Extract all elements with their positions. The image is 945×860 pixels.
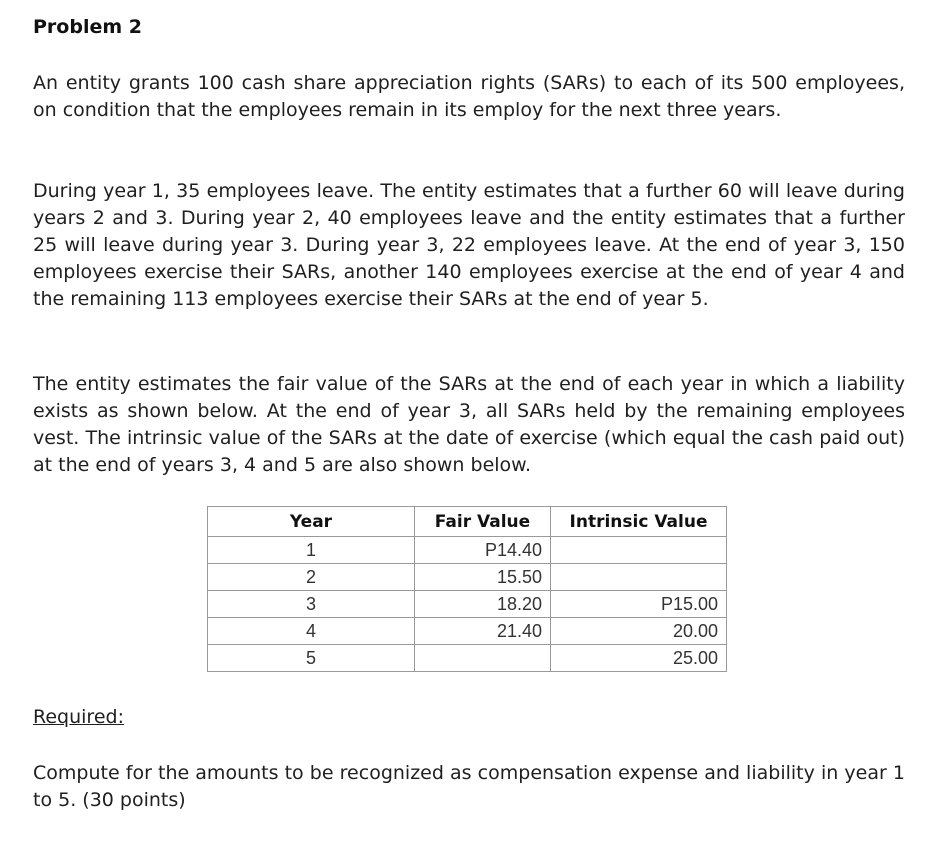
table-row [208,645,727,672]
table-row [208,591,727,618]
sar-values-table [207,506,727,672]
intro-paragraph: An entity grants 100 cash share appreciation rights (SARs) to each of its 500 employees, on condition that the employees remain in its employ for the next three years. [33,72,905,121]
intrinsic-value-cell: 20.00 [551,618,727,645]
year-cell: 4 [208,618,415,645]
intrinsic-value-cell: P15.00 [551,591,727,618]
fair-value-cell [415,645,551,672]
fair-value-cell: 18.20 [415,591,551,618]
required-heading: Required: [33,706,124,728]
year-cell: 1 [208,537,415,564]
fair-value-cell: 21.40 [415,618,551,645]
table-row [208,564,727,591]
year-column-header: Year [208,507,415,537]
intrinsic-value-column-header: Intrinsic Value [551,507,727,537]
required-instructions: Compute for the amounts to be recognized as compensation expense and liability in year 1 to 5. (30 points) [33,762,905,811]
year-cell: 5 [208,645,415,672]
fair-value-cell: 15.50 [415,564,551,591]
year-cell: 2 [208,564,415,591]
fair-value-column-header: Fair Value [415,507,551,537]
turnover-paragraph: During year 1, 35 employees leave. The entity estimates that a further 60 will leave during years 2 and 3. During year 2, 40 employees leave and the entity estimates that a further 25 will leave during year 3. During year 3, 22 employees leave. At the end of year 3, 150 employees exercise their SARs, another 140 employees exercise at the end of year 4 and the remaining 113 employees exercise their SARs at the end of year 5. [33,180,905,310]
valuation-paragraph: The entity estimates the fair value of the SARs at the end of each year in which a liability exists as shown below. At the end of year 3, all SARs held by the remaining employees vest. The intrinsic value of the SARs at the date of exercise (which equal the cash paid out) at the end of years 3, 4 and 5 are also shown below. [33,373,905,476]
table-header-row [208,507,727,537]
table-row [208,537,727,564]
intrinsic-value-cell [551,537,727,564]
problem-title: Problem 2 [33,16,142,38]
intrinsic-value-cell [551,564,727,591]
table-row [208,618,727,645]
year-cell: 3 [208,591,415,618]
intrinsic-value-cell: 25.00 [551,645,727,672]
fair-value-cell: P14.40 [415,537,551,564]
